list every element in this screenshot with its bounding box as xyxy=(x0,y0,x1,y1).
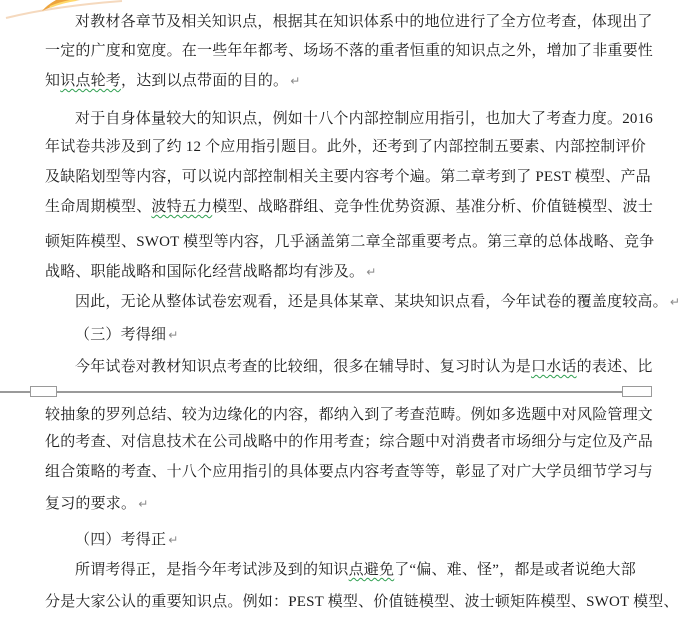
paragraph-line xyxy=(45,257,640,287)
spellcheck-underline: 识点轮考 xyxy=(60,73,122,89)
paragraph-line xyxy=(45,36,654,66)
paragraph-mark: ↵ xyxy=(168,328,179,342)
margin-marker-left xyxy=(30,386,57,397)
paragraph-mark: ↵ xyxy=(290,74,301,88)
section-heading-4 xyxy=(45,525,640,555)
paragraph-mark: ↵ xyxy=(669,295,680,309)
spellcheck-underline: 口水话 xyxy=(531,359,577,375)
paragraph-line xyxy=(45,162,651,192)
line-text: 复习的要求。 xyxy=(45,496,137,512)
line-text: 战略、职能战略和国际化经营战略都均有涉及。 xyxy=(45,264,365,280)
heading-text: （四）考得正 xyxy=(75,532,167,548)
line-text: 化的考查、对信息技术在公司战略中的作用考查；综合题中对消费者市场细分与定位及产品 xyxy=(45,434,654,450)
paragraph-line xyxy=(45,555,640,585)
line-text: 较抽象的罗列总结、较为边缘化的内容，都纳入到了考查范畴。例如多选题中对风险管理文 xyxy=(45,407,654,423)
line-text: 生命周期模型、 xyxy=(45,199,152,215)
paragraph-mark: ↵ xyxy=(168,533,179,547)
line-text: 模型、战略群组、竞争性优势资源、基准分析、价值链模型、波士 xyxy=(212,199,654,215)
line-text: ，达到以点带面的目的。 xyxy=(121,73,289,89)
page-break-line xyxy=(0,391,646,393)
paragraph-line xyxy=(45,132,646,162)
paragraph-line xyxy=(45,400,654,430)
paragraph-line xyxy=(45,104,654,134)
paragraph-line xyxy=(45,7,653,37)
paragraph-line xyxy=(45,287,680,317)
spellcheck-underline: 波特五力 xyxy=(151,199,213,215)
paragraph-line xyxy=(45,227,655,257)
margin-marker-right xyxy=(622,386,652,397)
paragraph-line xyxy=(45,66,640,96)
line-text: 对于自身体量较大的知识点，例如十八个内部控制应用指引，也加大了考查力度。2016 xyxy=(75,111,654,127)
paragraph-line xyxy=(45,587,679,617)
section-heading-3 xyxy=(45,320,640,350)
paragraph-line xyxy=(45,489,640,519)
paragraph-mark: ↵ xyxy=(138,497,149,511)
paragraph-line xyxy=(45,192,654,222)
paragraph-line xyxy=(45,457,654,487)
line-text: 顿矩阵模型、SWOT 模型等内容，几乎涵盖第二章全部重要考点。第三章的总体战略、竞争 xyxy=(45,234,655,250)
paragraph-line xyxy=(45,427,654,457)
line-text: 今年试卷对教材知识点考查的比较细，很多在辅导时、复习时认为是 xyxy=(75,359,532,375)
line-text: 分是大家公认的重要知识点。例如：PEST 模型、价值链模型、波士顿矩阵模型、SWOT 模型、 xyxy=(45,594,679,610)
line-text: 年试卷共涉及到了约 12 个应用指引题目。此外，还考到了内部控制五要素、内部控制评价 xyxy=(45,139,646,155)
paragraph-mark: ↵ xyxy=(366,265,377,279)
heading-text: （三）考得细 xyxy=(75,327,167,343)
line-text: 一定的广度和宽度。在一些年年都考、场场不落的重者恒重的知识点之外，增加了非重要性 xyxy=(45,43,654,59)
line-text: 了“偏、难、怪”，都是或者说绝大部 xyxy=(394,562,636,578)
paragraph-line xyxy=(45,352,653,382)
line-text: 及缺陷划型等内容，可以说内部控制相关主要内容考个遍。第二章考到了 PEST 模型、产品 xyxy=(45,169,651,185)
line-text: 所谓考得正，是指今年考试涉及到的知识 xyxy=(75,562,349,578)
line-text: 的表述、比 xyxy=(576,359,653,375)
line-text: 组合策略的考查、十八个应用指引的具体要点内容考查等等，彰显了对广大学员细节学习与 xyxy=(45,464,654,480)
line-text: 知 xyxy=(45,73,61,89)
line-text: 对教材各章节及相关知识点，根据其在知识体系中的地位进行了全方位考查，体现出了 xyxy=(75,14,653,30)
spellcheck-underline: 点避免 xyxy=(348,562,395,578)
line-text: 因此，无论从整体试卷宏观看，还是具体某章、某块知识点看，今年试卷的覆盖度较高。 xyxy=(75,294,668,310)
